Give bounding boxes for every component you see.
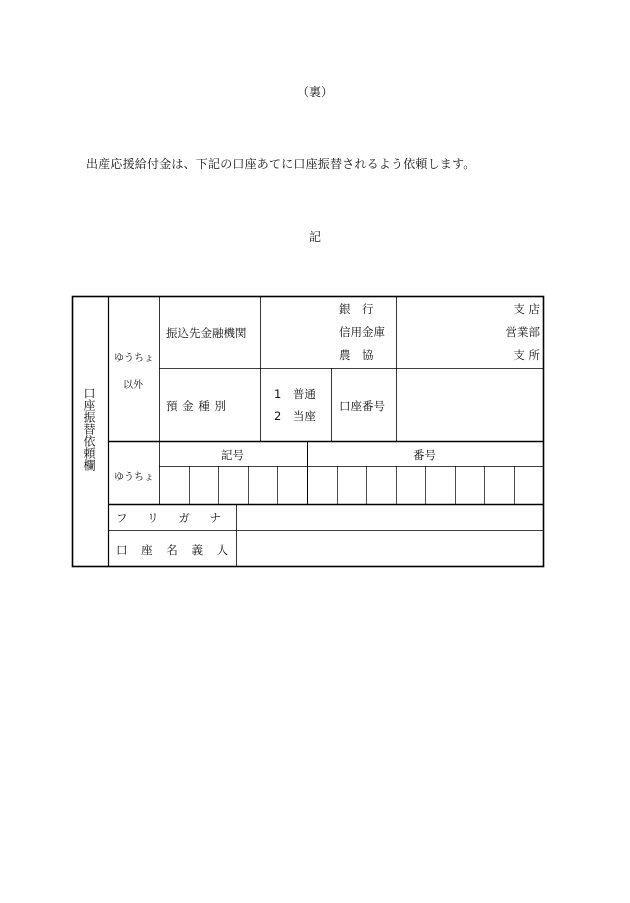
branch-type-list <box>500 301 540 363</box>
account-holder-label: 口 座 名 義 人 <box>116 543 234 557</box>
institution-type-bank: 銀 行 <box>339 302 374 316</box>
account-number-label: 口座番号 <box>339 399 385 413</box>
branch-type-branch: 支 店 <box>513 302 540 316</box>
institution-type-list <box>339 301 391 363</box>
side-title-transfer-request: 口座振替依頼欄 <box>82 387 96 471</box>
yucho-label-bottom: ゆうちょ <box>114 472 154 483</box>
ki-heading: 記 <box>308 230 321 244</box>
deposit-type-label: 預 金 種 別 <box>166 399 227 413</box>
yucho-label-top: ゆうちょ <box>114 353 154 364</box>
institution-type-agri-coop: 農 協 <box>339 348 374 362</box>
number-label: 番号 <box>413 448 436 462</box>
symbol-label: 記号 <box>221 448 244 462</box>
institution-type-credit-union: 信用金庫 <box>339 325 385 339</box>
form-outer-border <box>73 297 544 567</box>
deposit-option-checking: 2 当座 <box>274 409 316 423</box>
other-than-label: 以外 <box>123 380 143 391</box>
request-statement: 出産応援給付金は、下記の口座あてに口座振替されるよう依頼します。 <box>86 157 476 171</box>
deposit-option-ordinary: 1 普通 <box>274 387 316 401</box>
back-side-mark: （裏） <box>296 85 333 99</box>
deposit-option-list <box>274 386 326 424</box>
furigana-label: フ リ ガ ナ <box>116 511 229 525</box>
branch-type-business-dept: 営業部 <box>505 325 540 339</box>
branch-type-sub-branch: 支 所 <box>513 348 540 362</box>
transfer-institution-label: 振込先金融機関 <box>166 326 247 340</box>
